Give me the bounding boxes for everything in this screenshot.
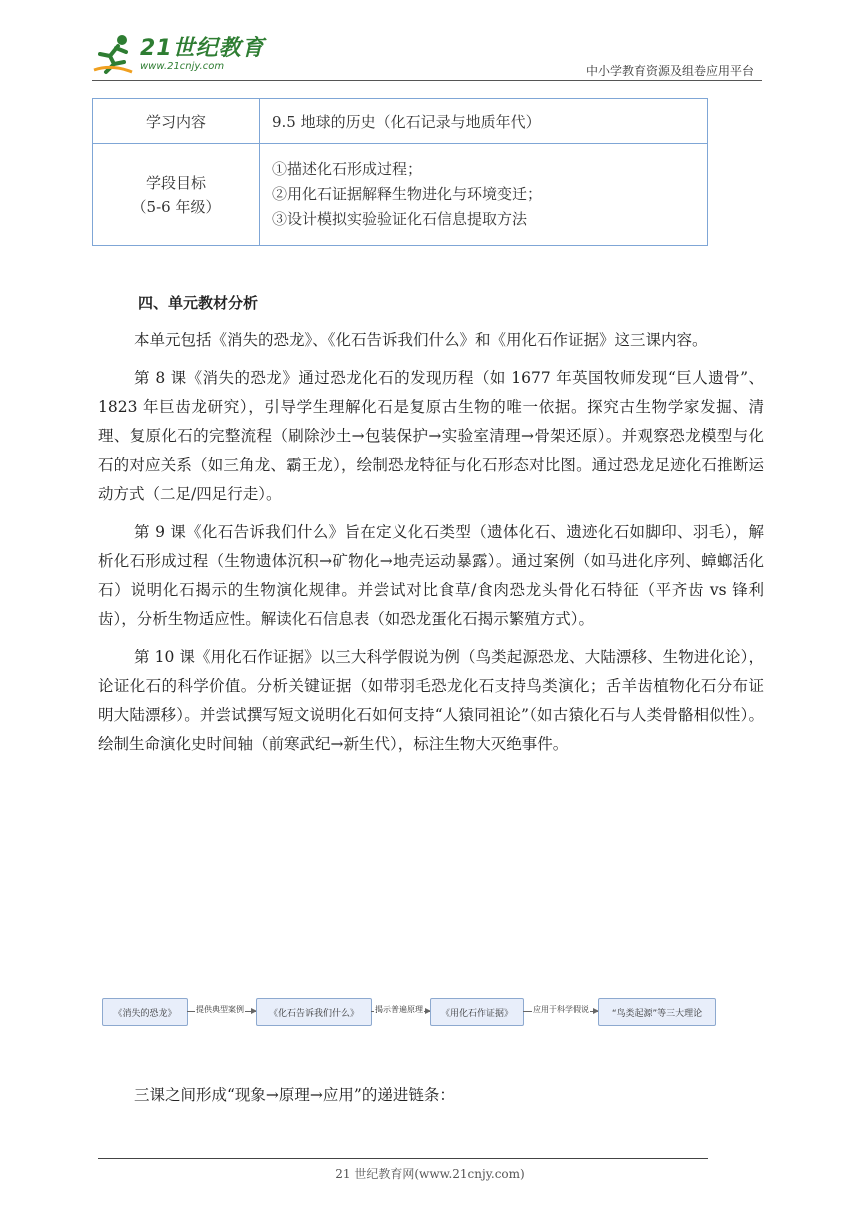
goal-item: ②用化石证据解释生物进化与环境变迁； <box>272 185 543 203</box>
lesson-flow-diagram <box>102 998 714 1026</box>
row-label <box>93 144 260 246</box>
goal-label: 学段目标 <box>145 173 206 192</box>
section-title: 四、单元教材分析 <box>138 294 259 312</box>
table-row <box>93 99 708 144</box>
row-value: 9.5 地球的历史（化石记录与地质年代） <box>260 99 708 144</box>
row-label: 学习内容 <box>93 99 260 144</box>
flow-edge-label: 提供典型案例 <box>196 1005 244 1014</box>
flow-node-theories: “鸟类起源”等三大理论 <box>598 998 716 1026</box>
runner-logo-icon <box>92 34 136 76</box>
site-logo[interactable] <box>92 34 265 76</box>
flow-node-lesson9: 《化石告诉我们什么》 <box>256 998 372 1026</box>
main-content <box>98 290 764 768</box>
paragraph: 第 9 课《化石告诉我们什么》旨在定义化石类型（遗体化石、遗迹化石如脚印、羽毛），解析化石形成过程（生物遗体沉积→矿物化→地壳运动暴露）。通过案例（如马进化序列、蟑螂活化石）说明化石揭示的生物演化规律。并尝试对比食草/食肉恐龙头骨化石特征（平齐齿 vs 锋利齿），分析生物适应性。解读化石信息表（如恐龙蛋化石揭示繁殖方式）。 <box>98 523 764 628</box>
flow-node-lesson10: 《用化石作证据》 <box>430 998 524 1026</box>
goal-item: ③设计模拟实验验证化石信息提取方法 <box>272 210 528 228</box>
platform-name: 中小学教育资源及组卷应用平台 <box>585 64 754 78</box>
flow-edge-label: 揭示普遍原理 <box>375 1005 423 1014</box>
header-divider <box>92 80 762 81</box>
goal-list <box>260 144 708 246</box>
flow-edge-label: 应用于科学假说 <box>533 1005 589 1014</box>
logo-main-text: 21世纪教育 <box>140 36 265 61</box>
learning-info-table <box>92 98 708 246</box>
paragraph: 本单元包括《消失的恐龙》、《化石告诉我们什么》和《用化石作证据》这三课内容。 <box>134 331 708 349</box>
goal-item: ①描述化石形成过程； <box>272 160 423 178</box>
flow-node-lesson8: 《消失的恐龙》 <box>102 998 188 1026</box>
table-row <box>93 144 708 246</box>
paragraph: 第 10 课《用化石作证据》以三大科学假说为例（鸟类起源恐龙、大陆漂移、生物进化论），论证化石的科学价值。分析关键证据（如带羽毛恐龙化石支持鸟类演化；舌羊齿植物化石分布证明大陆漂移）。并尝试撰写短文说明化石如何支持“人猿同祖论”（如古猿化石与人类骨骼相似性）。绘制生命演化史时间轴（前寒武纪→新生代），标注生物大灭绝事件。 <box>98 648 764 753</box>
footer-text[interactable]: 21 世纪教育网(www.21cnjy.com) <box>335 1167 525 1181</box>
footer-divider <box>98 1158 708 1159</box>
logo-sub-text: www.21cnjy.com <box>140 61 225 72</box>
grade-label: （5-6 年级） <box>131 197 221 216</box>
paragraph: 第 8 课《消失的恐龙》通过恐龙化石的发现历程（如 1677 年英国牧师发现“巨人遗骨”、1823 年巨齿龙研究），引导学生理解化石是复原古生物的唯一依据。探究古生物学家发掘、清理、复原化石的完整流程（刷除沙土→包装保护→实验室清理→骨架还原）。并观察恐龙模型与化石的对应关系（如三角龙、霸王龙），绘制恐龙特征与化石形态对比图。通过恐龙足迹化石推断运动方式（二足/四足行走）。 <box>98 369 764 503</box>
page-header <box>92 30 762 80</box>
chain-summary: 三课之间形成“现象→原理→应用”的递进链条： <box>134 1086 455 1104</box>
